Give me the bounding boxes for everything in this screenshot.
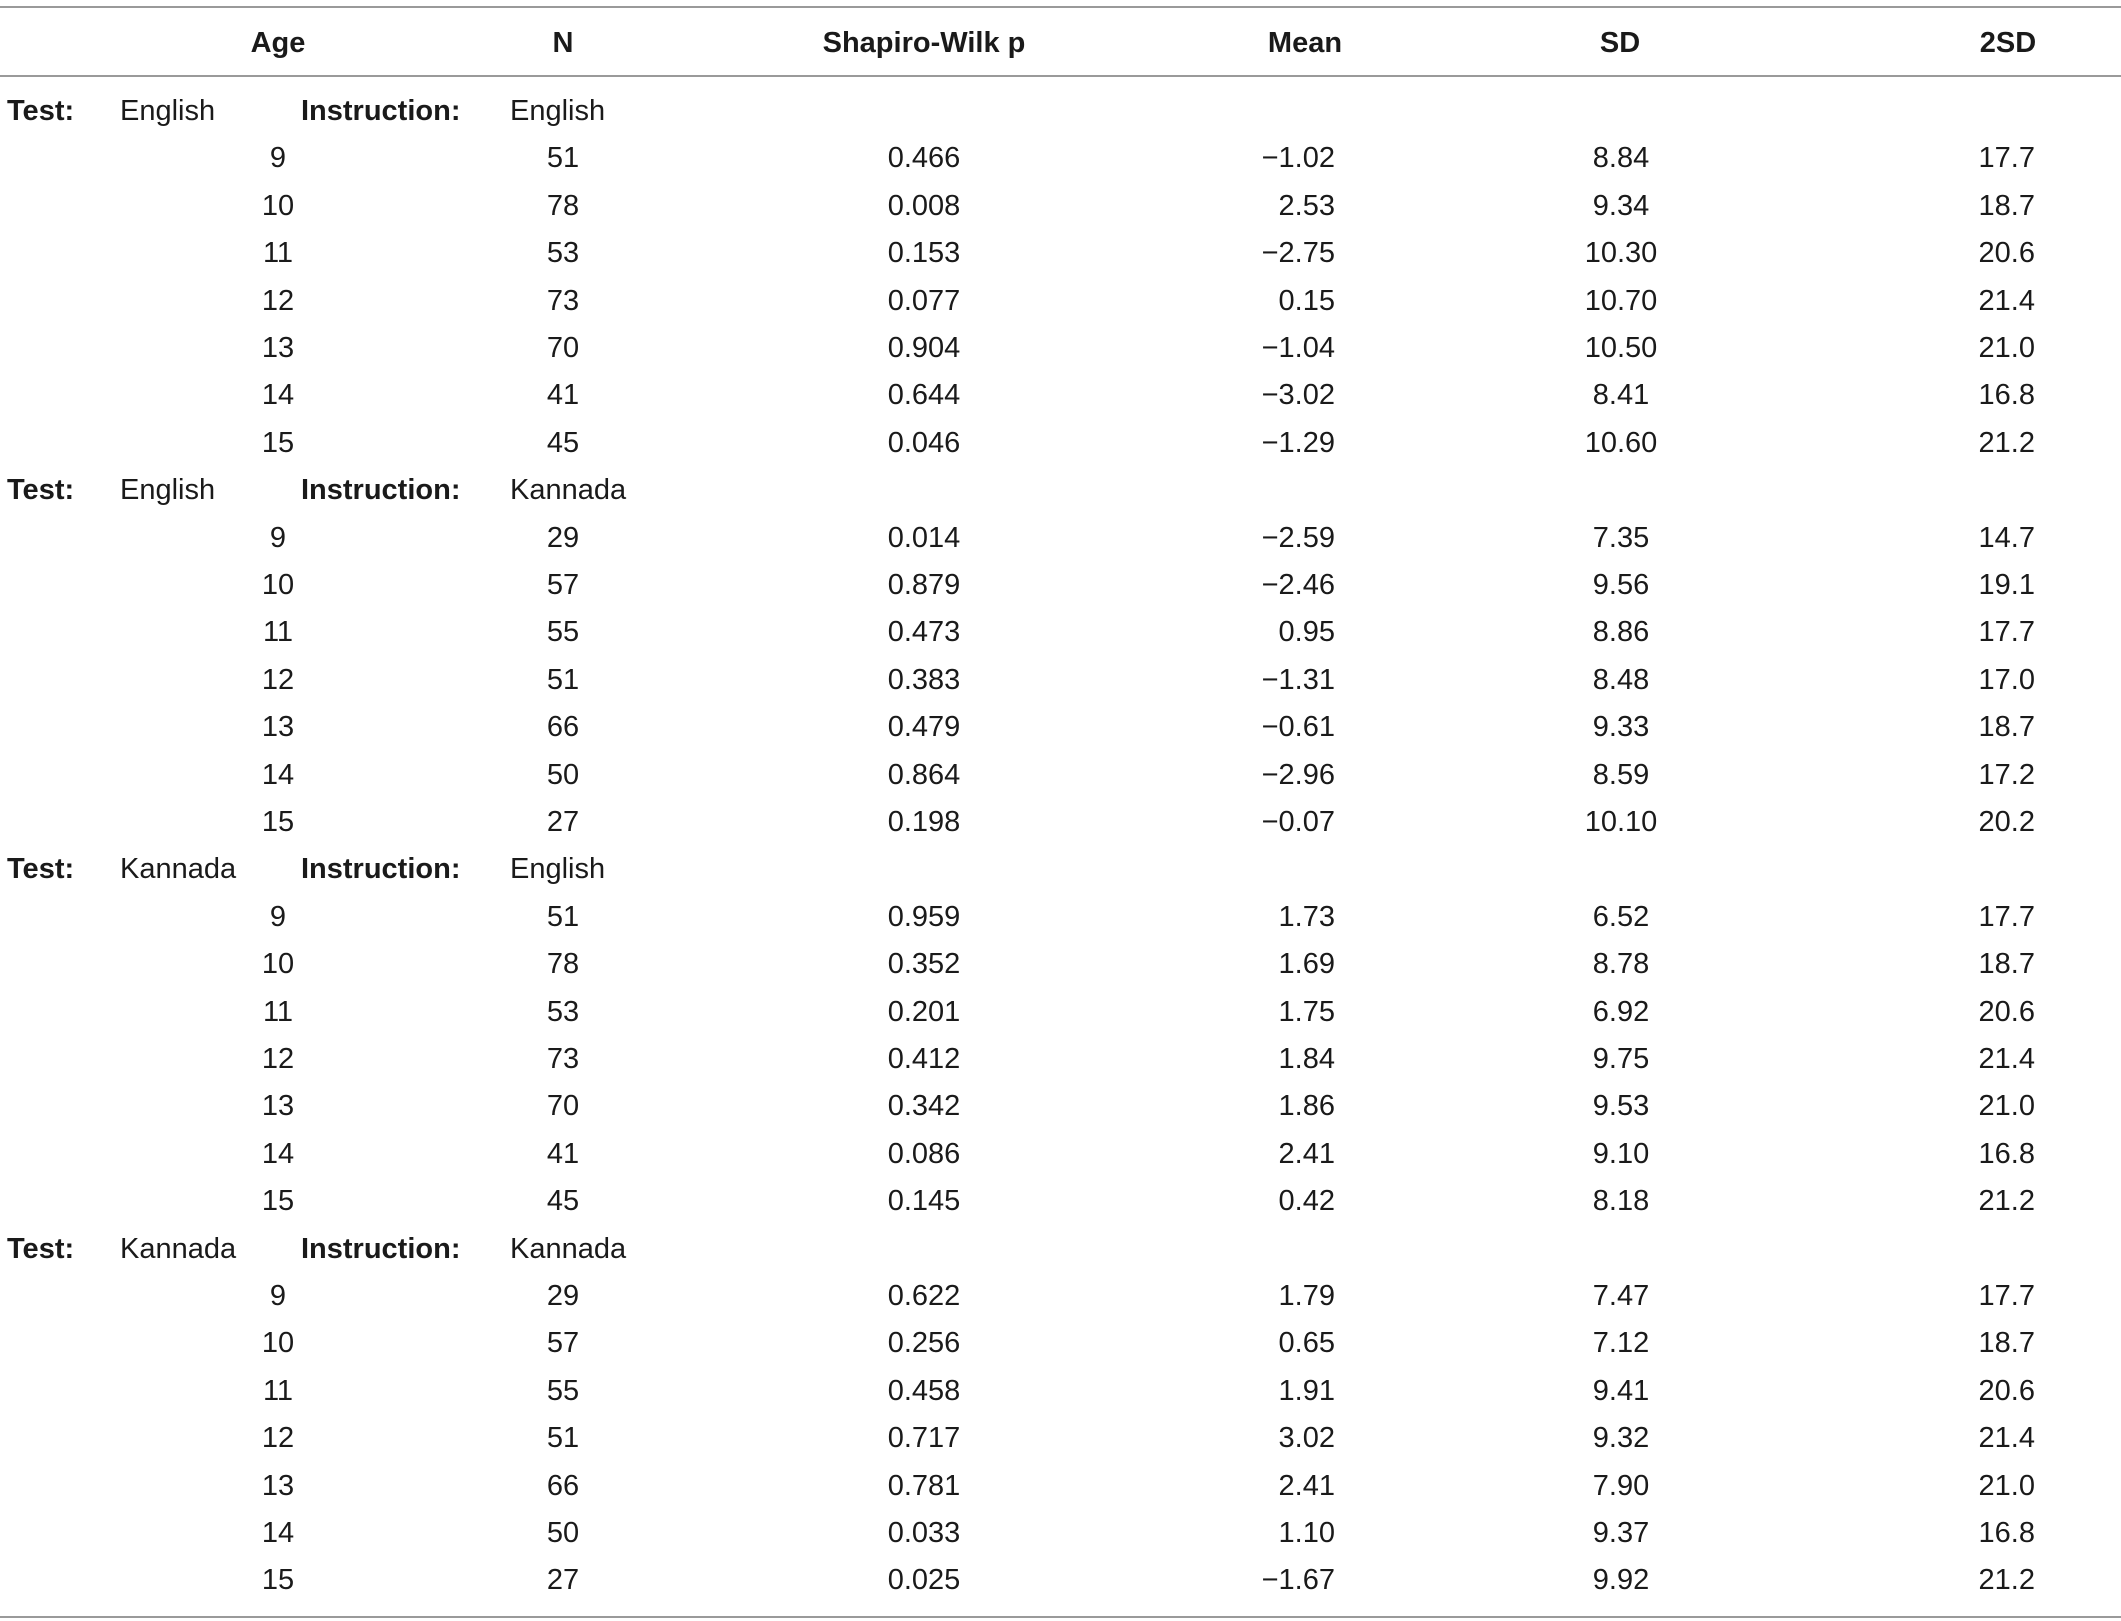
cell-2sd: 18.7 <box>1978 711 2035 744</box>
cell-shapiro-wilk: 0.342 <box>887 1090 961 1123</box>
cell-sd: 8.18 <box>1592 1185 1650 1218</box>
cell-sd: 8.59 <box>1592 758 1650 791</box>
cell-shapiro-wilk: 0.904 <box>887 332 961 364</box>
table-row <box>0 989 2121 1036</box>
table-row <box>0 1368 2121 1415</box>
cell-n: 70 <box>546 1090 580 1123</box>
cell-shapiro-wilk: 0.046 <box>887 426 961 459</box>
cell-age: 9 <box>269 142 287 175</box>
cell-mean: 1.79 <box>1278 1280 1335 1312</box>
table-row <box>0 1510 2121 1557</box>
cell-age: 12 <box>261 284 295 317</box>
cell-shapiro-wilk: 0.383 <box>887 663 961 696</box>
instruction-label: Instruction: <box>301 853 461 886</box>
instruction-label: Instruction: <box>301 474 461 507</box>
cell-mean: 1.73 <box>1278 900 1335 933</box>
cell-shapiro-wilk: 0.622 <box>887 1280 961 1312</box>
cell-sd: 9.10 <box>1592 1137 1650 1170</box>
cell-2sd: 20.2 <box>1978 806 2035 838</box>
instruction-language: Kannada <box>510 1232 627 1265</box>
cell-mean: −1.31 <box>1261 663 1335 696</box>
cell-mean: −1.29 <box>1261 426 1335 459</box>
cell-shapiro-wilk: 0.086 <box>887 1137 961 1170</box>
cell-shapiro-wilk: 0.014 <box>887 521 961 554</box>
cell-mean: 1.10 <box>1278 1517 1335 1549</box>
cell-age: 15 <box>261 1564 295 1597</box>
cell-n: 55 <box>546 616 580 649</box>
cell-mean: 0.42 <box>1278 1185 1335 1218</box>
table-row <box>0 325 2121 372</box>
cell-sd: 9.37 <box>1592 1517 1650 1549</box>
cell-n: 78 <box>546 189 580 222</box>
cell-sd: 9.33 <box>1592 711 1650 744</box>
cell-shapiro-wilk: 0.864 <box>887 758 961 791</box>
group-header-row <box>0 88 2121 135</box>
table-row <box>0 894 2121 941</box>
cell-mean: −1.67 <box>1261 1564 1335 1597</box>
instruction-label: Instruction: <box>301 95 461 127</box>
cell-sd: 7.12 <box>1592 1327 1650 1360</box>
group-header-row <box>0 1226 2121 1273</box>
test-language: English <box>120 95 216 127</box>
cell-age: 14 <box>261 379 295 412</box>
cell-2sd: 14.7 <box>1978 521 2035 554</box>
cell-shapiro-wilk: 0.466 <box>887 142 961 175</box>
cell-mean: −2.75 <box>1261 237 1335 270</box>
cell-mean: −3.02 <box>1261 379 1335 412</box>
cell-sd: 9.75 <box>1592 1043 1650 1075</box>
table-header-rule <box>0 75 2121 77</box>
cell-age: 9 <box>269 1280 287 1312</box>
table-row <box>0 1273 2121 1320</box>
cell-n: 73 <box>546 1043 580 1075</box>
cell-2sd: 21.4 <box>1978 284 2035 317</box>
column-header-2sd: 2SD <box>1979 27 2037 59</box>
cell-n: 50 <box>546 1517 580 1549</box>
cell-n: 53 <box>546 995 580 1028</box>
cell-sd: 10.10 <box>1584 806 1658 838</box>
cell-age: 14 <box>261 1517 295 1549</box>
cell-age: 15 <box>261 806 295 838</box>
cell-age: 10 <box>261 948 295 981</box>
cell-shapiro-wilk: 0.033 <box>887 1517 961 1549</box>
cell-sd: 8.84 <box>1592 142 1650 175</box>
cell-mean: 1.91 <box>1278 1374 1335 1407</box>
test-language: English <box>120 474 216 507</box>
cell-mean: 3.02 <box>1278 1422 1335 1455</box>
cell-2sd: 20.6 <box>1978 237 2035 270</box>
cell-n: 51 <box>546 900 580 933</box>
cell-2sd: 18.7 <box>1978 948 2035 981</box>
cell-age: 13 <box>261 332 295 364</box>
cell-2sd: 17.2 <box>1978 758 2035 791</box>
cell-age: 9 <box>269 521 287 554</box>
cell-mean: 2.41 <box>1278 1137 1335 1170</box>
cell-n: 27 <box>546 806 580 838</box>
cell-sd: 10.70 <box>1584 284 1658 317</box>
cell-2sd: 17.7 <box>1978 1280 2035 1312</box>
cell-age: 15 <box>261 426 295 459</box>
cell-sd: 9.32 <box>1592 1422 1650 1455</box>
test-label: Test: <box>7 95 75 127</box>
cell-age: 11 <box>262 237 294 270</box>
cell-2sd: 21.0 <box>1978 1469 2035 1502</box>
cell-2sd: 17.7 <box>1978 616 2035 649</box>
cell-mean: 2.41 <box>1278 1469 1335 1502</box>
cell-n: 51 <box>546 142 580 175</box>
cell-mean: 1.86 <box>1278 1090 1335 1123</box>
table-row <box>0 609 2121 656</box>
cell-mean: 1.75 <box>1278 995 1335 1028</box>
table-bottom-rule <box>0 1616 2121 1618</box>
cell-sd: 8.78 <box>1592 948 1650 981</box>
table-row <box>0 562 2121 609</box>
cell-mean: 1.69 <box>1278 948 1335 981</box>
cell-age: 14 <box>261 758 295 791</box>
cell-mean: −2.96 <box>1261 758 1335 791</box>
group-header-row <box>0 467 2121 514</box>
cell-n: 66 <box>546 1469 580 1502</box>
cell-age: 12 <box>261 1043 295 1075</box>
table-row <box>0 1415 2121 1462</box>
cell-shapiro-wilk: 0.025 <box>887 1564 961 1597</box>
cell-n: 66 <box>546 711 580 744</box>
cell-sd: 8.41 <box>1592 379 1650 412</box>
cell-n: 29 <box>546 521 580 554</box>
instruction-language: English <box>510 853 606 886</box>
cell-age: 10 <box>261 189 295 222</box>
table-row <box>0 1320 2121 1367</box>
cell-2sd: 21.0 <box>1978 1090 2035 1123</box>
cell-age: 12 <box>261 1422 295 1455</box>
cell-mean: −0.07 <box>1261 806 1335 838</box>
cell-n: 45 <box>546 426 580 459</box>
cell-sd: 8.86 <box>1592 616 1650 649</box>
cell-sd: 9.41 <box>1592 1374 1650 1407</box>
table-row <box>0 799 2121 846</box>
cell-2sd: 18.7 <box>1978 1327 2035 1360</box>
cell-n: 50 <box>546 758 580 791</box>
cell-shapiro-wilk: 0.201 <box>887 995 961 1028</box>
cell-shapiro-wilk: 0.008 <box>887 189 961 222</box>
cell-n: 27 <box>546 1564 580 1597</box>
cell-n: 78 <box>546 948 580 981</box>
cell-2sd: 16.8 <box>1978 1517 2035 1549</box>
cell-2sd: 21.4 <box>1978 1043 2035 1075</box>
cell-2sd: 20.6 <box>1978 1374 2035 1407</box>
cell-sd: 9.56 <box>1592 569 1650 601</box>
cell-2sd: 19.1 <box>1978 569 2035 601</box>
instruction-language: Kannada <box>510 474 627 507</box>
cell-age: 11 <box>262 995 294 1028</box>
instruction-language: English <box>510 95 606 127</box>
cell-sd: 8.48 <box>1592 663 1650 696</box>
cell-shapiro-wilk: 0.153 <box>887 237 961 270</box>
column-header-shapiro-wilk: Shapiro-Wilk p <box>822 27 1026 59</box>
cell-2sd: 21.2 <box>1978 1564 2035 1597</box>
cell-age: 11 <box>262 1374 294 1407</box>
cell-n: 57 <box>546 1327 580 1360</box>
cell-age: 15 <box>261 1185 295 1218</box>
cell-age: 9 <box>269 900 287 933</box>
cell-n: 41 <box>546 379 580 412</box>
table-row <box>0 420 2121 467</box>
test-label: Test: <box>7 474 75 507</box>
cell-n: 45 <box>546 1185 580 1218</box>
cell-2sd: 17.0 <box>1978 663 2035 696</box>
cell-2sd: 20.6 <box>1978 995 2035 1028</box>
cell-n: 53 <box>546 237 580 270</box>
cell-n: 73 <box>546 284 580 317</box>
table-row <box>0 941 2121 988</box>
test-language: Kannada <box>120 853 237 886</box>
cell-mean: −1.02 <box>1261 142 1335 175</box>
cell-2sd: 21.2 <box>1978 426 2035 459</box>
table-row <box>0 657 2121 704</box>
cell-n: 51 <box>546 1422 580 1455</box>
table-row <box>0 1036 2121 1083</box>
instruction-label: Instruction: <box>301 1232 461 1265</box>
cell-shapiro-wilk: 0.473 <box>887 616 961 649</box>
cell-mean: 2.53 <box>1278 189 1335 222</box>
column-header-n: N <box>552 27 574 59</box>
table-row <box>0 704 2121 751</box>
cell-sd: 10.60 <box>1584 426 1658 459</box>
cell-mean: 0.65 <box>1278 1327 1335 1360</box>
table-row <box>0 183 2121 230</box>
cell-mean: 0.95 <box>1278 616 1335 649</box>
cell-sd: 6.92 <box>1592 995 1650 1028</box>
cell-mean: −2.59 <box>1261 521 1335 554</box>
cell-mean: −1.04 <box>1261 332 1335 364</box>
cell-n: 57 <box>546 569 580 601</box>
table-row <box>0 230 2121 277</box>
cell-shapiro-wilk: 0.479 <box>887 711 961 744</box>
cell-2sd: 16.8 <box>1978 379 2035 412</box>
cell-age: 11 <box>262 616 294 649</box>
cell-age: 13 <box>261 711 295 744</box>
cell-shapiro-wilk: 0.198 <box>887 806 961 838</box>
cell-sd: 10.50 <box>1584 332 1658 364</box>
cell-n: 55 <box>546 1374 580 1407</box>
cell-sd: 9.34 <box>1592 189 1650 222</box>
cell-2sd: 17.7 <box>1978 142 2035 175</box>
cell-sd: 10.30 <box>1584 237 1658 270</box>
table-row <box>0 1557 2121 1604</box>
table-row <box>0 372 2121 419</box>
table-row <box>0 1083 2121 1130</box>
cell-mean: 0.15 <box>1278 284 1335 317</box>
cell-mean: −2.46 <box>1261 569 1335 601</box>
cell-shapiro-wilk: 0.256 <box>887 1327 961 1360</box>
cell-shapiro-wilk: 0.717 <box>887 1422 961 1455</box>
cell-shapiro-wilk: 0.352 <box>887 948 961 981</box>
cell-2sd: 17.7 <box>1978 900 2035 933</box>
cell-age: 12 <box>261 663 295 696</box>
cell-2sd: 21.2 <box>1978 1185 2035 1218</box>
cell-shapiro-wilk: 0.644 <box>887 379 961 412</box>
cell-sd: 7.35 <box>1592 521 1650 554</box>
cell-shapiro-wilk: 0.781 <box>887 1469 961 1502</box>
cell-age: 14 <box>261 1137 295 1170</box>
cell-2sd: 21.4 <box>1978 1422 2035 1455</box>
cell-age: 10 <box>261 569 295 601</box>
table-row <box>0 1131 2121 1178</box>
cell-shapiro-wilk: 0.458 <box>887 1374 961 1407</box>
test-label: Test: <box>7 853 75 886</box>
cell-shapiro-wilk: 0.145 <box>887 1185 961 1218</box>
cell-n: 41 <box>546 1137 580 1170</box>
cell-sd: 6.52 <box>1592 900 1650 933</box>
cell-2sd: 16.8 <box>1978 1137 2035 1170</box>
test-label: Test: <box>7 1232 75 1265</box>
cell-sd: 9.53 <box>1592 1090 1650 1123</box>
cell-age: 10 <box>261 1327 295 1360</box>
column-header-age: Age <box>250 27 306 59</box>
test-language: Kannada <box>120 1232 237 1265</box>
table-row <box>0 278 2121 325</box>
table-row <box>0 135 2121 182</box>
cell-mean: −0.61 <box>1261 711 1335 744</box>
cell-age: 13 <box>261 1469 295 1502</box>
cell-2sd: 18.7 <box>1978 189 2035 222</box>
cell-n: 51 <box>546 663 580 696</box>
table-row <box>0 1178 2121 1225</box>
table-row <box>0 752 2121 799</box>
table-header-row <box>0 15 2121 71</box>
column-header-mean: Mean <box>1267 27 1343 59</box>
cell-n: 29 <box>546 1280 580 1312</box>
table-top-rule <box>0 6 2121 8</box>
cell-sd: 7.90 <box>1592 1469 1650 1502</box>
column-header-sd: SD <box>1599 27 1641 59</box>
cell-sd: 9.92 <box>1592 1564 1650 1597</box>
group-header-row <box>0 846 2121 893</box>
cell-n: 70 <box>546 332 580 364</box>
cell-shapiro-wilk: 0.879 <box>887 569 961 601</box>
cell-shapiro-wilk: 0.959 <box>887 900 961 933</box>
cell-mean: 1.84 <box>1278 1043 1335 1075</box>
cell-age: 13 <box>261 1090 295 1123</box>
cell-2sd: 21.0 <box>1978 332 2035 364</box>
table-row <box>0 1463 2121 1510</box>
cell-sd: 7.47 <box>1592 1280 1650 1312</box>
table-row <box>0 515 2121 562</box>
cell-shapiro-wilk: 0.412 <box>887 1043 961 1075</box>
cell-shapiro-wilk: 0.077 <box>887 284 961 317</box>
